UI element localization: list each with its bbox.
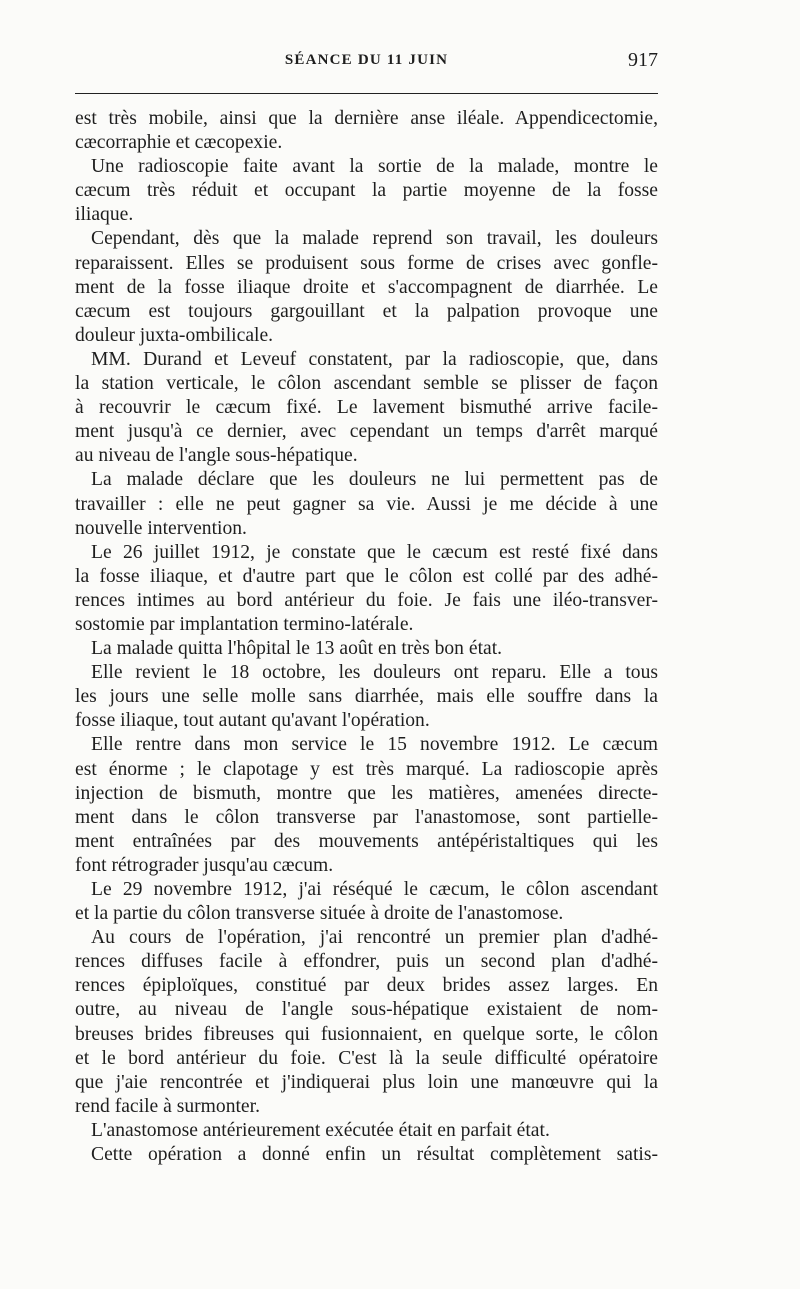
text-line: cæcum très réduit et occupant la partie moyenne de la fosse (75, 180, 658, 202)
text-line: cæcorraphie et cæcopexie. (75, 132, 283, 154)
text-line: Une radioscopie faite avant la sortie de la malade, montre le (91, 156, 658, 178)
text-line: font rétrograder jusqu'au cæcum. (75, 854, 334, 876)
text-line: ment dans le côlon transverse par l'anastomose, sont partielle- (75, 806, 658, 828)
text-line: Le 29 novembre 1912, j'ai réséqué le cæcum, le côlon ascendant (91, 879, 658, 900)
text-line: injection de bismuth, montre que les matières, amenées directe- (75, 782, 658, 804)
text-line: la fosse iliaque, et d'autre part que le côlon est collé par des adhé- (75, 565, 658, 587)
text-line: reparaissent. Elles se produisent sous forme de crises avec gonfle- (75, 252, 658, 274)
text-line: Elle rentre dans mon service le 15 novembre 1912. Le cæcum (91, 734, 658, 756)
text-line: est très mobile, ainsi que la dernière anse iléale. Appendicectomie, (75, 108, 658, 129)
text-line: Elle revient le 18 octobre, les douleurs ont reparu. Elle a tous (91, 662, 658, 684)
page-header (75, 49, 658, 82)
text-line: les jours une selle molle sans diarrhée, mais elle souffre dans la (75, 686, 658, 708)
text-line: que j'aie rencontrée et j'indiquerai plus loin une manœuvre qui la (75, 1071, 658, 1093)
text-line: sostomie par implantation termino-latérale. (75, 613, 414, 635)
text-line: travailler : elle ne peut gagner sa vie. Aussi je me décide à une (75, 493, 658, 515)
text-line: MM. Durand et Leveuf constatent, par la radioscopie, que, dans (91, 348, 658, 370)
text-line: est énorme ; le clapotage y est très marqué. La radioscopie après (75, 758, 658, 780)
text-line: Le 26 juillet 1912, je constate que le cæcum est resté fixé dans (91, 541, 658, 563)
text-line: La malade quitta l'hôpital le 13 août en très bon état. (91, 638, 503, 660)
header-rule (75, 93, 658, 94)
text-line: Au cours de l'opération, j'ai rencontré un premier plan d'adhé- (91, 927, 658, 949)
text-line: et la partie du côlon transverse située à droite de l'anastomose. (75, 903, 564, 925)
text-line: douleur juxta-ombilicale. (75, 324, 274, 346)
running-title: SÉANCE DU 11 JUIN (284, 52, 449, 68)
text-line: ment entraînées par des mouvements antépéristaltiques qui les (75, 830, 658, 852)
text-line: à recouvrir le cæcum fixé. Le lavement bismuthé arrive facile- (75, 397, 658, 419)
text-line: Cette opération a donné enfin un résultat complètement satis- (91, 1144, 658, 1166)
text-line: iliaque. (75, 204, 134, 226)
text-line: cæcum est toujours gargouillant et la palpation provoque une (75, 300, 658, 322)
text-line: au niveau de l'angle sous-hépatique. (75, 445, 358, 467)
text-line: nouvelle intervention. (75, 517, 247, 539)
text-line: rences diffuses facile à effondrer, puis un second plan d'adhé- (75, 951, 658, 973)
text-line: fosse iliaque, tout autant qu'avant l'opération. (75, 710, 430, 732)
text-line: outre, au niveau de l'angle sous-hépatique existaient de nom- (75, 999, 658, 1021)
text-line: Cependant, dès que la malade reprend son travail, les douleurs (91, 228, 658, 250)
page-number: 917 (628, 49, 658, 71)
text-line: et le bord antérieur du foie. C'est là la seule difficulté opératoire (75, 1047, 658, 1069)
text-line: la station verticale, le côlon ascendant semble se plisser de façon (75, 373, 658, 395)
text-line: rend facile à surmonter. (75, 1095, 260, 1117)
text-line: L'anastomose antérieurement exécutée était en parfait état. (91, 1119, 550, 1141)
text-line: rences intimes au bord antérieur du foie. Je fais une iléo-transver- (75, 589, 658, 611)
text-line: ment jusqu'à ce dernier, avec cependant un temps d'arrêt marqué (75, 421, 658, 443)
text-line: La malade déclare que les douleurs ne lui permettent pas de (91, 469, 658, 491)
body-text (75, 107, 658, 1167)
text-line: ment de la fosse iliaque droite et s'accompagnent de diarrhée. Le (75, 276, 658, 298)
text-line: breuses brides fibreuses qui fusionnaient, en quelque sorte, le côlon (75, 1023, 658, 1045)
text-line: rences épiploïques, constitué par deux brides assez larges. En (75, 975, 658, 997)
